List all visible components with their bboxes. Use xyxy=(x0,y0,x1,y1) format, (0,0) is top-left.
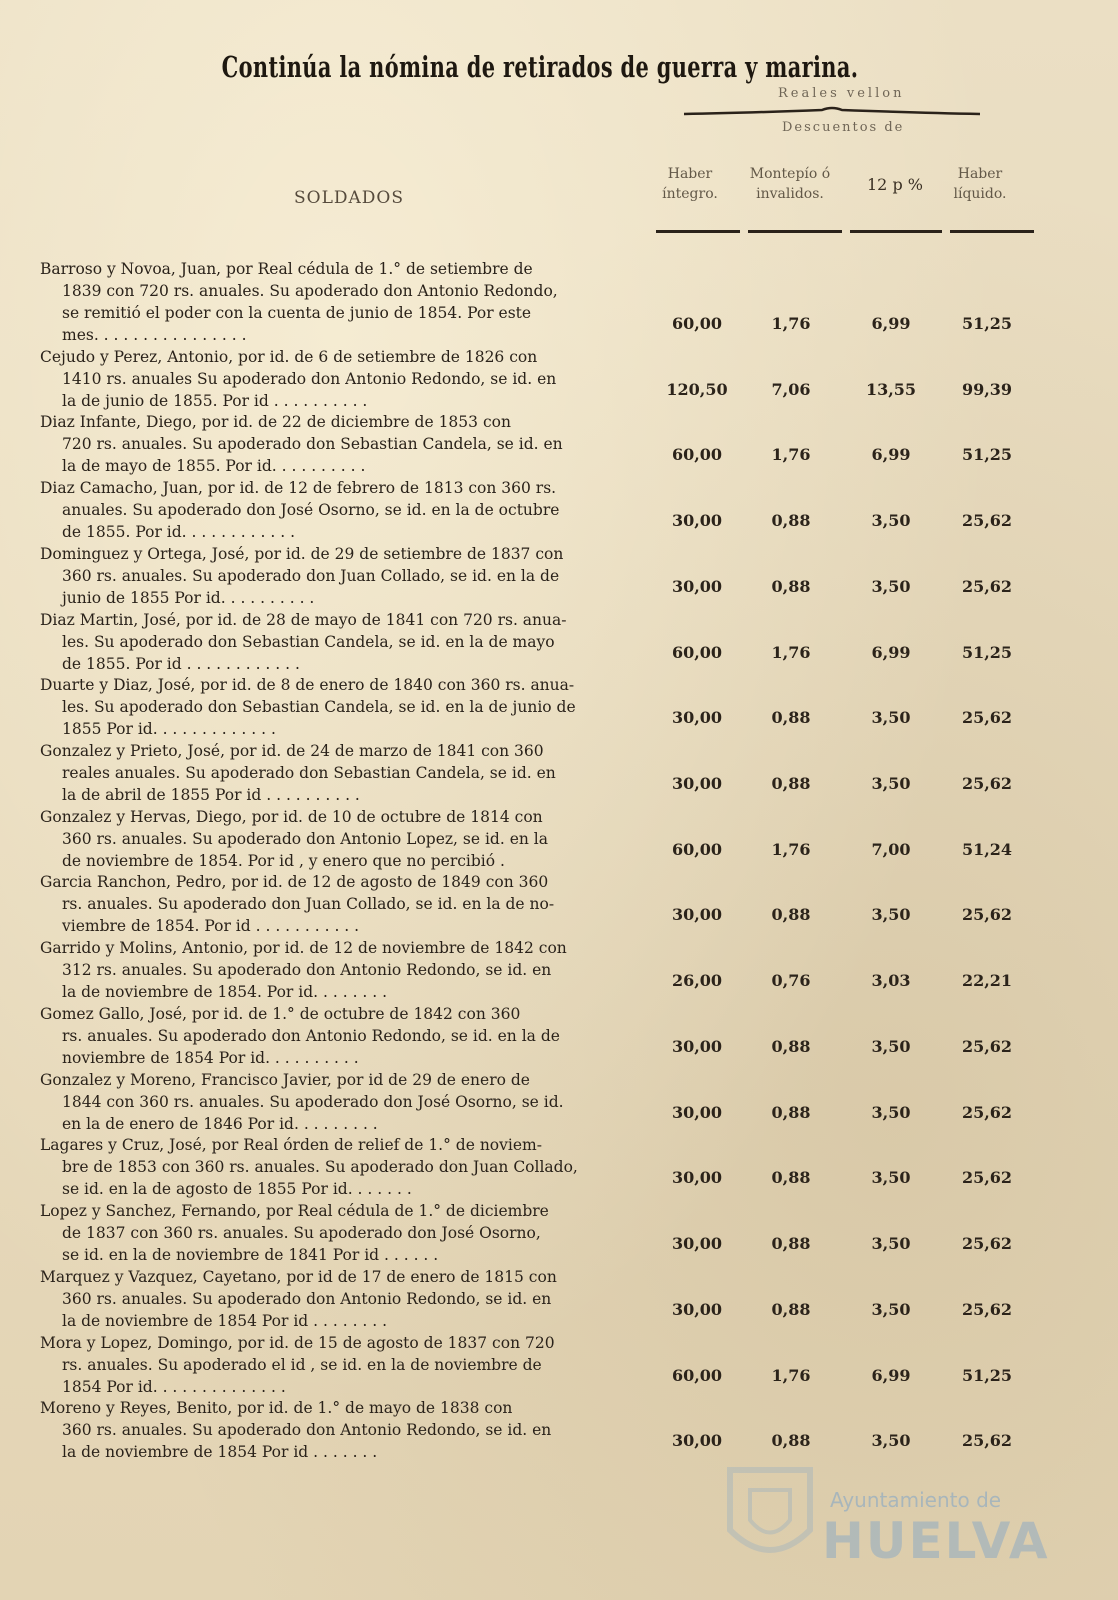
entry-line: la de noviembre de 1854 Por id . . . . . . . . xyxy=(62,1311,388,1330)
entry-line: 360 rs. anuales. Su apoderado don Juan Collado, se id. en la de xyxy=(62,566,560,585)
entry-line: 1855 Por id. . . . . . . . . . . . . xyxy=(62,720,276,739)
brace-rule xyxy=(682,104,982,116)
value-haber-liquido: 25,62 xyxy=(961,774,1013,794)
value-haber-liquido: 25,62 xyxy=(961,576,1013,596)
column-header-line: 12 p % xyxy=(867,175,923,194)
entry-line: la de noviembre de 1854. Por id. . . . . . . . xyxy=(62,983,388,1002)
value-haber-liquido: 25,62 xyxy=(961,1299,1013,1319)
page-title: Continúa la nómina de retirados de guerra y marina. xyxy=(221,50,859,84)
value-haber-integro: 60,00 xyxy=(671,642,723,662)
value-haber-integro: 60,00 xyxy=(671,445,723,465)
entry-line: noviembre de 1854 Por id. . . . . . . . . . xyxy=(62,1048,359,1067)
value-haber-integro: 30,00 xyxy=(671,774,723,794)
entry-line: reales anuales. Su apoderado don Sebastian Candela, se id. en xyxy=(62,764,556,783)
value-haber-integro: 30,00 xyxy=(671,1299,723,1319)
entry-line: Garcia Ranchon, Pedro, por id. de 12 de agosto de 1849 con 360 xyxy=(40,873,549,892)
value-doce-pct: 3,50 xyxy=(871,774,911,794)
value-haber-liquido: 25,62 xyxy=(961,1431,1013,1451)
value-montepio: 1,76 xyxy=(771,445,811,465)
value-montepio: 0,88 xyxy=(771,1102,811,1122)
watermark-line1: Ayuntamiento de xyxy=(830,1488,1002,1512)
value-montepio: 0,88 xyxy=(771,1234,811,1254)
entry-line: Diaz Infante, Diego, por id. de 22 de diciembre de 1853 con xyxy=(40,413,511,432)
value-montepio: 0,88 xyxy=(771,1168,811,1188)
entry-line: se id. en la de noviembre de 1841 Por id . . . . . . xyxy=(62,1246,439,1265)
value-doce-pct: 3,50 xyxy=(871,1168,911,1188)
entry-line: 1839 con 720 rs. anuales. Su apoderado don Antonio Redondo, xyxy=(62,282,558,300)
entry-line: Gonzalez y Prieto, José, por id. de 24 de marzo de 1841 con 360 xyxy=(40,742,544,761)
value-montepio: 0,76 xyxy=(771,971,811,991)
entry-line: Lagares y Cruz, José, por Real órden de relief de 1.° de noviem- xyxy=(40,1136,542,1155)
entry-line: rs. anuales. Su apoderado don Antonio Redondo, se id. en la de xyxy=(62,1026,560,1045)
entry-line: la de abril de 1855 Por id . . . . . . . . . . xyxy=(62,786,360,805)
entry-line: anuales. Su apoderado don José Osorno, se id. en la de octubre xyxy=(62,501,560,520)
entry-line: 360 rs. anuales. Su apoderado don Antonio Redondo, se id. en xyxy=(62,1289,552,1308)
list-item xyxy=(40,346,670,412)
value-haber-liquido: 25,62 xyxy=(961,1036,1013,1056)
value-haber-liquido: 25,62 xyxy=(961,905,1013,925)
entry-line: 360 rs. anuales. Su apoderado don Antonio Redondo, se id. en xyxy=(62,1421,552,1440)
value-haber-liquido: 51,25 xyxy=(961,642,1013,662)
value-haber-integro: 30,00 xyxy=(671,576,723,596)
value-montepio: 0,88 xyxy=(771,511,811,531)
list-item xyxy=(40,1200,670,1266)
entry-line: la de noviembre de 1854 Por id . . . . . . . xyxy=(62,1443,378,1462)
value-doce-pct: 6,99 xyxy=(871,314,911,333)
entry-line: en la de enero de 1846 Por id. . . . . . . . . xyxy=(62,1114,378,1133)
list-item xyxy=(40,258,670,346)
value-montepio: 0,88 xyxy=(771,1299,811,1319)
value-doce-pct: 3,50 xyxy=(871,1431,911,1451)
watermark-line2: HUELVA xyxy=(822,1512,1050,1570)
list-item xyxy=(40,477,670,543)
column-header-haber-integro xyxy=(648,164,732,204)
value-doce-pct: 6,99 xyxy=(871,1365,911,1385)
value-haber-liquido: 25,62 xyxy=(961,708,1013,728)
entry-line: de 1837 con 360 rs. anuales. Su apoderado don José Osorno, xyxy=(62,1224,541,1243)
value-montepio: 1,76 xyxy=(771,1365,811,1385)
entry-line: Mora y Lopez, Domingo, por id. de 15 de agosto de 1837 con 720 xyxy=(40,1333,555,1352)
entry-line: 1844 con 360 rs. anuales. Su apoderado don José Osorno, se id. xyxy=(62,1092,564,1111)
list-item xyxy=(40,674,670,740)
entry-line: 312 rs. anuales. Su apoderado don Antonio Redondo, se id. en xyxy=(62,961,552,980)
entry-line: Diaz Martin, José, por id. de 28 de mayo de 1841 con 720 rs. anua- xyxy=(40,610,567,629)
value-haber-integro: 30,00 xyxy=(671,708,723,728)
list-item xyxy=(40,1069,670,1135)
value-doce-pct: 3,50 xyxy=(871,708,911,728)
list-item xyxy=(40,1003,670,1069)
value-haber-liquido: 51,25 xyxy=(961,314,1013,333)
list-item xyxy=(40,1134,670,1200)
column-header-line: Montepío ó xyxy=(749,166,831,182)
entry-line: bre de 1853 con 360 rs. anuales. Su apoderado don Juan Collado, xyxy=(62,1158,578,1177)
value-haber-liquido: 99,39 xyxy=(961,379,1013,399)
entry-line: Gonzalez y Moreno, Francisco Javier, por id de 29 de enero de xyxy=(40,1070,530,1089)
descuentos-label: Descuentos de xyxy=(782,120,905,135)
value-doce-pct: 3,50 xyxy=(871,576,911,596)
value-montepio: 0,88 xyxy=(771,905,811,925)
entry-line: Dominguez y Ortega, José, por id. de 29 de setiembre de 1837 con xyxy=(40,544,564,563)
entry-line: Moreno y Reyes, Benito, por id. de 1.° de mayo de 1838 con xyxy=(40,1399,513,1418)
value-montepio: 0,88 xyxy=(771,576,811,596)
entry-line: rs. anuales. Su apoderado el id , se id. en la de noviembre de xyxy=(62,1355,542,1374)
column-header-line: invalidos. xyxy=(756,186,824,202)
list-item xyxy=(40,871,670,937)
value-haber-integro: 60,00 xyxy=(671,839,723,859)
entry-line: se remitió el poder con la cuenta de junio de 1854. Por este xyxy=(62,304,532,322)
column-header-line: Haber xyxy=(957,166,1003,182)
entry-line: 360 rs. anuales. Su apoderado don Antonio Lopez, se id. en la xyxy=(62,829,548,848)
value-doce-pct: 3,50 xyxy=(871,1234,911,1254)
column-header-line: líquido. xyxy=(953,186,1007,202)
column-header-haber-liquido xyxy=(940,164,1020,204)
column-rule xyxy=(748,230,842,233)
entry-line: de 1855. Por id. . . . . . . . . . . . xyxy=(62,523,295,542)
list-item xyxy=(40,1397,670,1463)
value-haber-liquido: 51,25 xyxy=(961,445,1013,465)
value-montepio: 0,88 xyxy=(771,708,811,728)
entry-line: 720 rs. anuales. Su apoderado don Sebastian Candela, se id. en xyxy=(62,435,563,454)
value-haber-integro: 60,00 xyxy=(671,1365,723,1385)
value-montepio: 1,76 xyxy=(771,314,811,333)
value-doce-pct: 6,99 xyxy=(871,445,911,465)
value-montepio: 0,88 xyxy=(771,1036,811,1056)
column-rule xyxy=(656,230,740,233)
value-montepio: 1,76 xyxy=(771,642,811,662)
value-haber-integro: 120,50 xyxy=(666,379,728,399)
list-item xyxy=(40,411,670,477)
value-haber-liquido: 25,62 xyxy=(961,1168,1013,1188)
entry-line: les. Su apoderado don Sebastian Candela, se id. en la de mayo xyxy=(62,632,555,651)
value-haber-liquido: 51,24 xyxy=(961,839,1013,859)
value-doce-pct: 13,55 xyxy=(865,379,917,399)
entry-line: Lopez y Sanchez, Fernando, por Real cédula de 1.° de diciembre xyxy=(40,1202,549,1221)
entry-line: 1854 Por id. . . . . . . . . . . . . . xyxy=(62,1377,286,1396)
column-header-line: íntegro. xyxy=(662,186,718,202)
entry-line: la de junio de 1855. Por id . . . . . . . . . . xyxy=(62,391,368,410)
list-item xyxy=(40,543,670,609)
soldados-heading: SOLDADOS xyxy=(294,188,404,208)
value-haber-liquido: 25,62 xyxy=(961,1234,1013,1254)
entry-line: mes. . . . . . . . . . . . . . . . xyxy=(62,326,247,344)
reales-vellon-label: Reales vellon xyxy=(778,86,905,101)
value-haber-liquido: 51,25 xyxy=(961,1365,1013,1385)
list-item xyxy=(40,609,670,675)
entry-line: de 1855. Por id . . . . . . . . . . . . xyxy=(62,654,300,673)
column-header-doce-pct xyxy=(850,175,940,195)
entry-line: viembre de 1854. Por id . . . . . . . . . . . xyxy=(62,917,360,936)
value-haber-integro: 30,00 xyxy=(671,1102,723,1122)
value-doce-pct: 3,50 xyxy=(871,1036,911,1056)
entry-line: la de mayo de 1855. Por id. . . . . . . . . . xyxy=(62,457,366,476)
value-montepio: 7,06 xyxy=(771,379,811,399)
entry-line: junio de 1855 Por id. . . . . . . . . . xyxy=(62,588,315,607)
list-item xyxy=(40,740,670,806)
entry-line: se id. en la de agosto de 1855 Por id. . . . . . . xyxy=(62,1180,412,1199)
entry-line: Marquez y Vazquez, Cayetano, por id de 17 de enero de 1815 con xyxy=(40,1267,557,1286)
value-haber-integro: 26,00 xyxy=(671,971,723,991)
entry-line: Gomez Gallo, José, por id. de 1.° de octubre de 1842 con 360 xyxy=(40,1004,521,1023)
value-doce-pct: 3,03 xyxy=(871,971,911,991)
list-item xyxy=(40,1332,670,1398)
value-doce-pct: 3,50 xyxy=(871,905,911,925)
list-item xyxy=(40,1266,670,1332)
column-header-line: Haber xyxy=(667,166,713,182)
entry-line: rs. anuales. Su apoderado don Juan Collado, se id. en la de no- xyxy=(62,895,555,914)
value-montepio: 0,88 xyxy=(771,1431,811,1451)
entry-line: Gonzalez y Hervas, Diego, por id. de 10 de octubre de 1814 con xyxy=(40,807,543,826)
value-haber-integro: 30,00 xyxy=(671,1036,723,1056)
entry-line: Diaz Camacho, Juan, por id. de 12 de febrero de 1813 con 360 rs. xyxy=(40,479,557,498)
entry-line: Barroso y Novoa, Juan, por Real cédula de 1.° de setiembre de xyxy=(40,260,533,278)
value-haber-liquido: 22,21 xyxy=(961,971,1013,991)
value-montepio: 1,76 xyxy=(771,839,811,859)
value-haber-integro: 30,00 xyxy=(671,905,723,925)
entry-line: Garrido y Molins, Antonio, por id. de 12 de noviembre de 1842 con xyxy=(40,939,567,958)
value-haber-integro: 30,00 xyxy=(671,1168,723,1188)
entry-line: les. Su apoderado don Sebastian Candela, se id. en la de junio de xyxy=(62,698,576,717)
value-doce-pct: 3,50 xyxy=(871,1102,911,1122)
value-doce-pct: 6,99 xyxy=(871,642,911,662)
entry-line: Duarte y Diaz, José, por id. de 8 de enero de 1840 con 360 rs. anua- xyxy=(40,676,575,695)
value-haber-integro: 30,00 xyxy=(671,1234,723,1254)
value-haber-integro: 60,00 xyxy=(671,314,723,333)
column-rule xyxy=(950,230,1034,233)
value-haber-integro: 30,00 xyxy=(671,1431,723,1451)
value-haber-integro: 30,00 xyxy=(671,511,723,531)
entry-line: Cejudo y Perez, Antonio, por id. de 6 de setiembre de 1826 con xyxy=(40,347,538,366)
value-doce-pct: 7,00 xyxy=(871,839,911,859)
value-montepio: 0,88 xyxy=(771,774,811,794)
value-haber-liquido: 25,62 xyxy=(961,511,1013,531)
column-header-montepio xyxy=(734,164,846,204)
list-item xyxy=(40,806,670,872)
entry-line: 1410 rs. anuales Su apoderado don Antonio Redondo, se id. en xyxy=(62,369,557,388)
column-rule xyxy=(850,230,942,233)
value-haber-liquido: 25,62 xyxy=(961,1102,1013,1122)
entry-line: de noviembre de 1854. Por id , y enero que no percibió . xyxy=(62,851,505,870)
value-doce-pct: 3,50 xyxy=(871,511,911,531)
value-doce-pct: 3,50 xyxy=(871,1299,911,1319)
list-item xyxy=(40,937,670,1003)
